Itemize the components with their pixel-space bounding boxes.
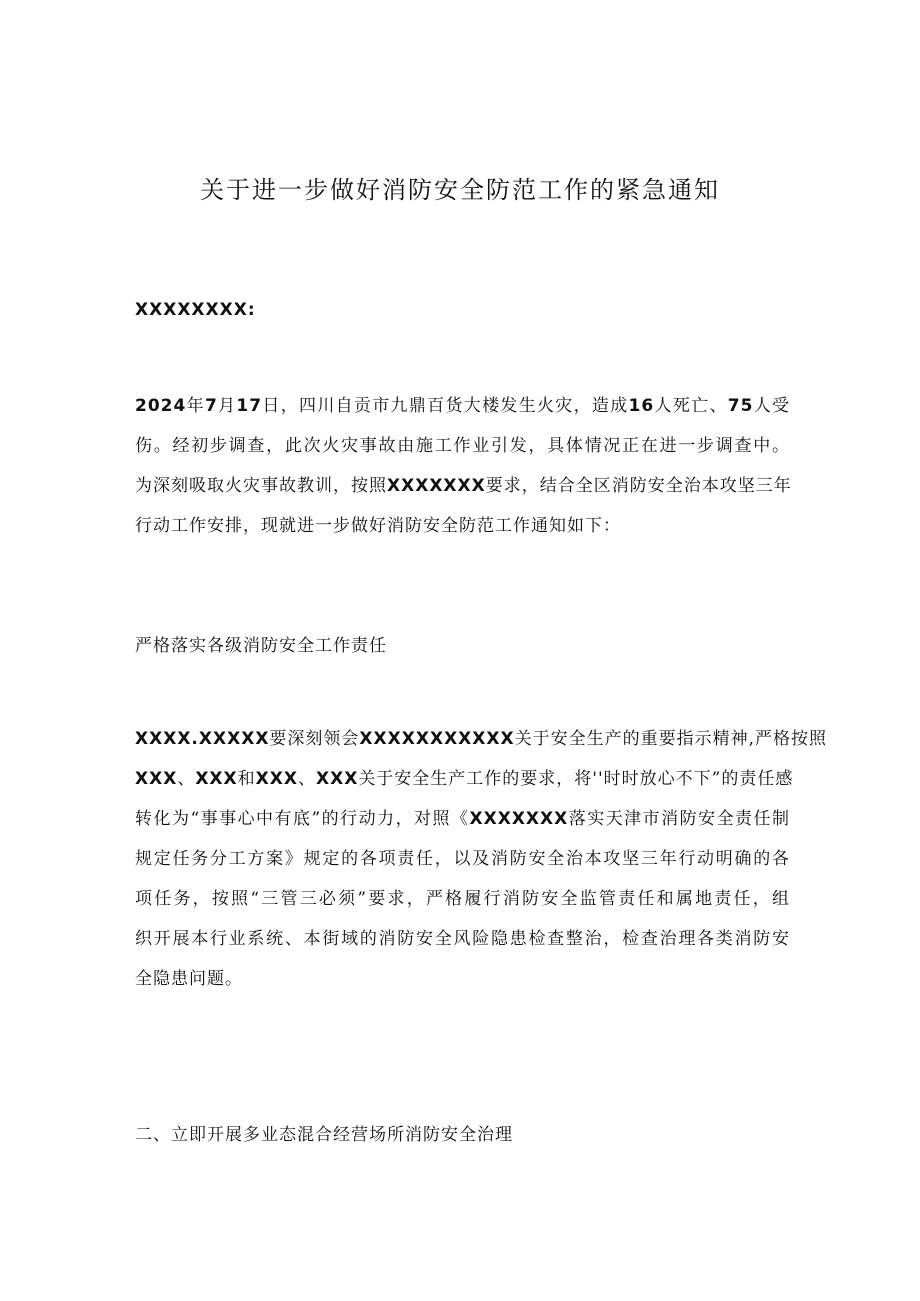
paragraph-line (135, 799, 790, 839)
redacted-code: XXX (135, 769, 178, 789)
redacted-code: XXX (315, 769, 359, 789)
paragraph-line (135, 719, 828, 759)
text-segment: 为深刻吸取火灾事故教训，按照 (135, 476, 387, 496)
redacted-code: XXXXXXXXXXX (359, 729, 515, 749)
text-segment: 要求，结合全区消防安全治本攻坚三年 (485, 476, 792, 496)
paragraph-line (135, 759, 794, 799)
redacted-code: XXX (195, 769, 238, 789)
text-segment: 日，四川自贡市九鼎百货大楼发生火灾，造成 (262, 396, 629, 416)
injury-count: 75 (727, 396, 754, 416)
date-month: 7 (204, 396, 218, 416)
date-year: 2024 (135, 396, 187, 416)
text-segment: 月 (217, 396, 237, 416)
redacted-code: XXXX.XXXXX (135, 729, 270, 749)
paragraph-line: 全隐患问题。 (135, 969, 243, 989)
death-count: 16 (628, 396, 655, 416)
text-segment: 人受 (753, 396, 791, 416)
redacted-code: XXXXXXX (469, 809, 569, 829)
text-segment: 关于安全生产的重要指示精神,严格按照 (514, 729, 828, 749)
text-segment: 落实天津市消防安全责任制 (568, 809, 791, 829)
paragraph-line: 规定任务分工方案》规定的各项责任，以及消防安全治本攻坚三年行动明确的各 (135, 849, 790, 869)
redacted-code: XXXXXXX (387, 476, 486, 496)
text-segment: 转化为“事事心中有底”的行动力，对照《 (135, 809, 470, 829)
paragraph-line (135, 386, 790, 426)
paragraph-responsibility (135, 719, 828, 999)
paragraph-incident (135, 386, 790, 546)
paragraph-line: 织开展本行业系统、本街域的消防安全风险隐患检查整治，检查治理各类消防安 (135, 929, 790, 949)
text-segment: 人死亡、 (654, 396, 728, 416)
paragraph-line: 项任务，按照“三管三必须”要求，严格履行消防安全监管责任和属地责任，组 (135, 889, 790, 909)
document-title: 关于进一步做好消防安全防范工作的紧急通知 (200, 176, 720, 204)
paragraph-line: 行动工作安排，现就进一步做好消防安全防范工作通知如下： (135, 516, 621, 536)
text-segment: 要深刻领会 (269, 729, 360, 749)
text-segment: 、 (177, 769, 196, 789)
paragraph-line: 伤。经初步调查，此次火灾事故由施工作业引发，具体情况正在进一步调查中。 (135, 436, 790, 456)
section-heading-2: 二、立即开展多业态混合经营场所消防安全治理 (135, 1125, 513, 1145)
paragraph-line (135, 466, 790, 506)
redacted-code: XXX (255, 769, 298, 789)
text-segment: 、 (297, 769, 316, 789)
text-segment: 关于安全生产工作的要求，将''时时放心不下”的责任感 (358, 769, 794, 789)
text-segment: 和 (237, 769, 256, 789)
salutation: XXXXXXXX: (135, 300, 256, 320)
text-segment: 年 (186, 396, 205, 416)
section-heading-1: 严格落实各级消防安全工作责任 (135, 636, 387, 656)
date-day: 17 (236, 396, 263, 416)
